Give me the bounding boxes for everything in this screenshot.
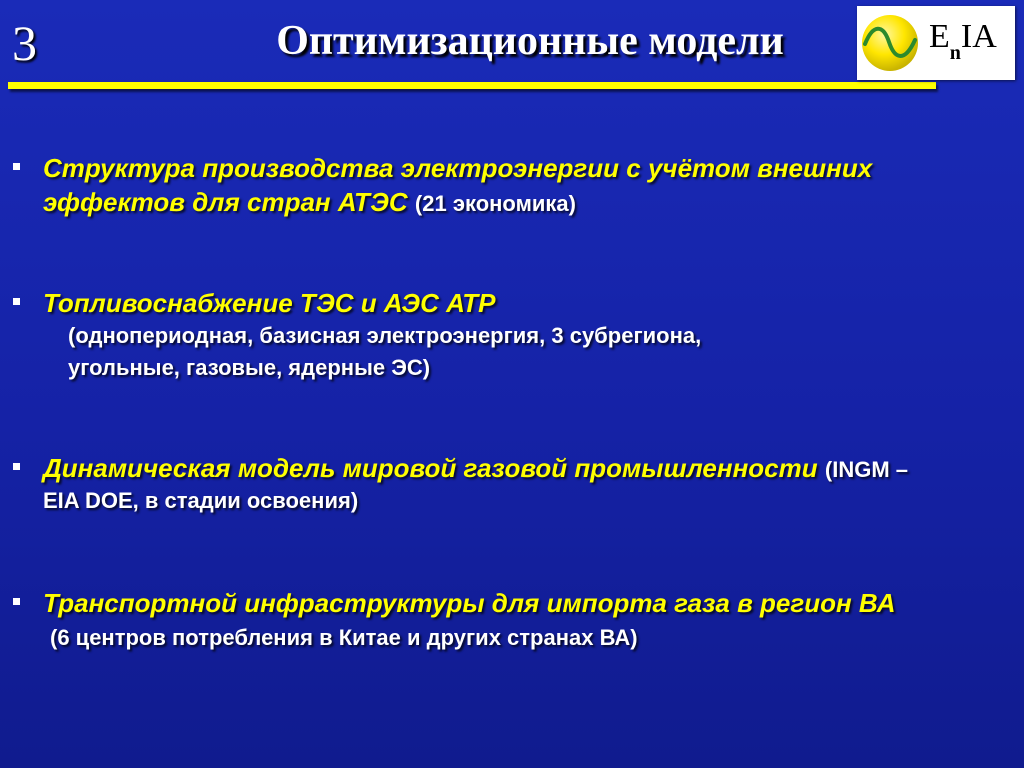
bullet-4-line-1: Транспортной инфраструктуры для импорта газа в регион ВА [43,588,896,618]
globe-wave-icon [857,6,927,80]
bullet-2-line-3: угольные, газовые, ядерные ЭС) [68,355,431,380]
bullet-1-line-2: эффектов для стран АТЭС (21 экономика) [43,187,576,217]
bullet-3-line-1: Динамическая модель мировой газовой промышленности (INGM – [43,453,908,483]
bullet-marker [13,298,20,305]
bullet-2-line-1: Топливоснабжение ТЭС и АЭС АТР [43,288,496,318]
logo-text: $E_nIA$ [929,18,997,64]
slide-number: 3 [12,15,37,71]
bullet-3-line-2: EIA DOE, в стадии освоения) [43,488,359,513]
title-underline [8,82,936,89]
bullet-2-line-2: (однопериодная, базисная электроэнергия, 3 субрегиона, [68,323,702,348]
bullet-1-line-1: Структура производства электроэнергии с учётом внешних [43,153,873,183]
bullet-marker [13,163,20,170]
bullet-marker [13,463,20,470]
enia-logo [857,6,1015,80]
slide-title: Оптимизационные модели [276,18,784,64]
bullet-4-line-2: (6 центров потребления в Китае и других странах ВА) [50,625,638,650]
bullet-marker [13,598,20,605]
